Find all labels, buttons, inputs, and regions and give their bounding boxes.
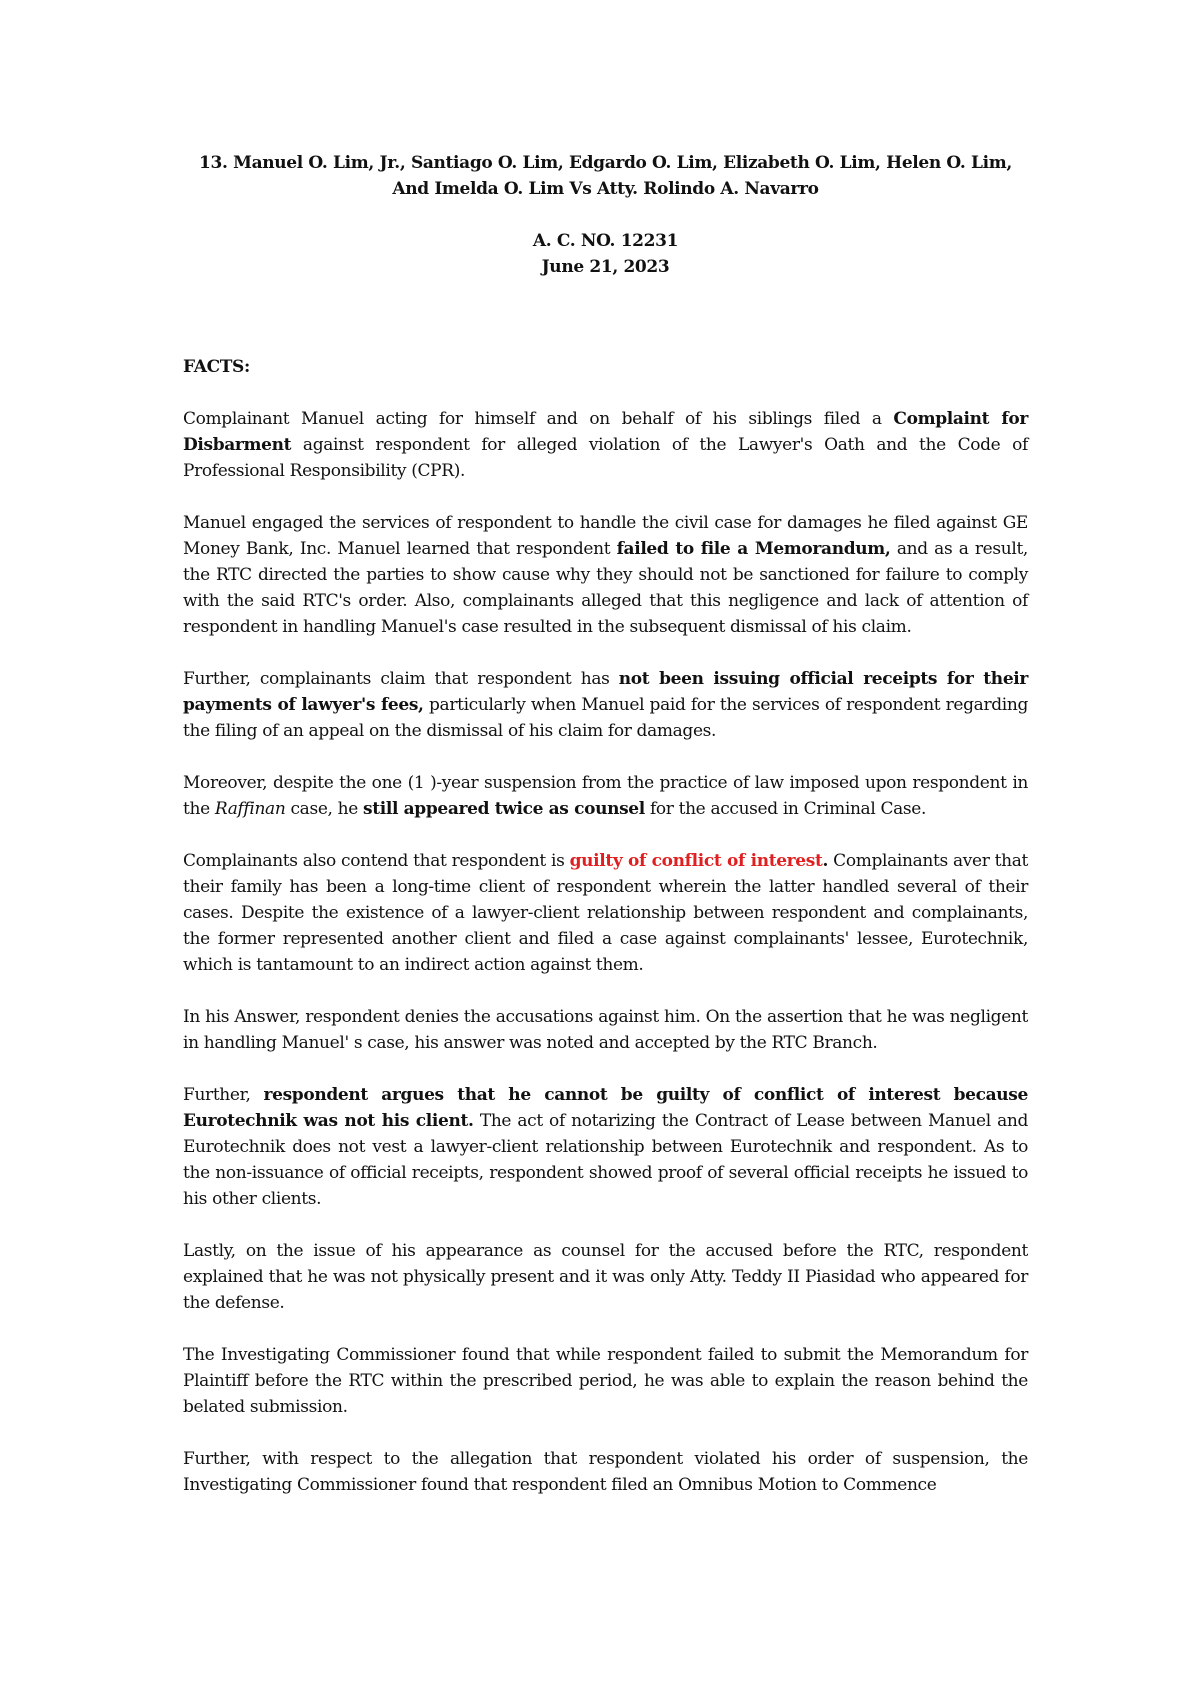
paragraph-answer [183, 1004, 1028, 1056]
bold-span: respondent argues that he cannot be guilty of conflict of interest because Eurotechnik was not his client. [183, 1085, 1028, 1131]
case-meta [183, 228, 1028, 280]
case-title: 13. Manuel O. Lim, Jr., Santiago O. Lim, Edgardo O. Lim, Elizabeth O. Lim, Helen O. Lim, And Imelda O. Lim Vs Atty. Rolindo A. Navarro [199, 153, 1012, 199]
paragraph-complaint [183, 406, 1028, 484]
bold-span: still appeared twice as counsel [363, 799, 645, 819]
text-span: The Investigating Commissioner found that while respondent failed to submit the Memorandum for Plaintiff before the RTC within the prescribed period, he was able to explain the reason behind the belated submission. [183, 1345, 1028, 1417]
bold-span: . [822, 851, 829, 871]
paragraph-suspension-finding [183, 1446, 1028, 1498]
text-span: In his Answer, respondent denies the accusations against him. On the assertion that he was negligent in handling Manuel' s case, his answer was noted and accepted by the RTC Branch. [183, 1007, 1028, 1053]
text-span: Further, with respect to the allegation that respondent violated his order of suspension, the Investigating Commissioner found that respondent filed an Omnibus Motion to Commence [183, 1449, 1028, 1495]
text-span: for the accused in Criminal Case. [644, 799, 927, 819]
paragraph-appearance [183, 1238, 1028, 1316]
text-span: and as a result, the RTC directed the parties to show cause why they should not be sanctioned for failure to comply with the said RTC's order. Also, complainants alleged that this negligence and lack of attention of respondent in handling Manuel's case resulted in the subsequent dismissal of his claim. [183, 539, 1028, 637]
highlight-span: guilty of conflict of interest [569, 851, 823, 871]
facts-heading: FACTS: [183, 357, 250, 377]
text-span: Lastly, on the issue of his appearance as counsel for the accused before the RTC, respondent explained that he was not physically present and it was only Atty. Teddy II Piasidad who appeared for the defense. [183, 1241, 1028, 1313]
text-span: Complainants also contend that respondent is [183, 851, 570, 871]
text-span: case, he [285, 799, 364, 819]
text-span: Complainants aver that their family has been a long-time client of respondent wherein the latter handled several of their cases. Despite the existence of a lawyer-client relationship between respondent and complainants, the former represented another client and filed a case against complainants' lessee, Eurotechnik, which is tantamount to an indirect action against them. [183, 851, 1028, 975]
paragraph-memorandum [183, 510, 1028, 640]
bold-span: not been issuing official receipts for their payments of lawyer's fees, [183, 669, 1028, 715]
bold-span: failed to file a Memorandum, [616, 539, 891, 559]
text-span: Manuel engaged the services of respondent to handle the civil case for damages he filed against GE Money Bank, Inc. Manuel learned that respondent [183, 513, 1028, 559]
text-span: Complainant Manuel acting for himself and on behalf of his siblings filed a [183, 409, 894, 429]
paragraph-receipts [183, 666, 1028, 744]
paragraph-argument [183, 1082, 1028, 1212]
paragraph-suspension [183, 770, 1028, 822]
case-number: A. C. NO. 12231 [532, 231, 679, 251]
text-span: Moreover, despite the one (1 )-year suspension from the practice of law imposed upon respondent in the [183, 773, 1028, 819]
bold-span: Complaint for Disbarment [183, 409, 1028, 455]
text-span: Further, [183, 1085, 264, 1105]
text-span: The act of notarizing the Contract of Lease between Manuel and Eurotechnik does not vest a lawyer-client relationship between Eurotechnik and respondent. As to the non-issuance of official receipts, respondent showed proof of several official receipts he issued to his other clients. [183, 1111, 1028, 1209]
text-span: against respondent for alleged violation of the Lawyer's Oath and the Code of Professional Responsibility (CPR). [183, 435, 1028, 481]
paragraph-conflict [183, 848, 1028, 978]
decision-date: June 21, 2023 [541, 257, 670, 277]
document-body [183, 150, 1028, 1524]
paragraph-commissioner-finding [183, 1342, 1028, 1420]
italic-span: Raffinan [214, 799, 286, 819]
text-span: Further, complainants claim that respondent has [183, 669, 619, 689]
text-span: particularly when Manuel paid for the services of respondent regarding the filing of an appeal on the dismissal of his claim for damages. [183, 695, 1028, 741]
